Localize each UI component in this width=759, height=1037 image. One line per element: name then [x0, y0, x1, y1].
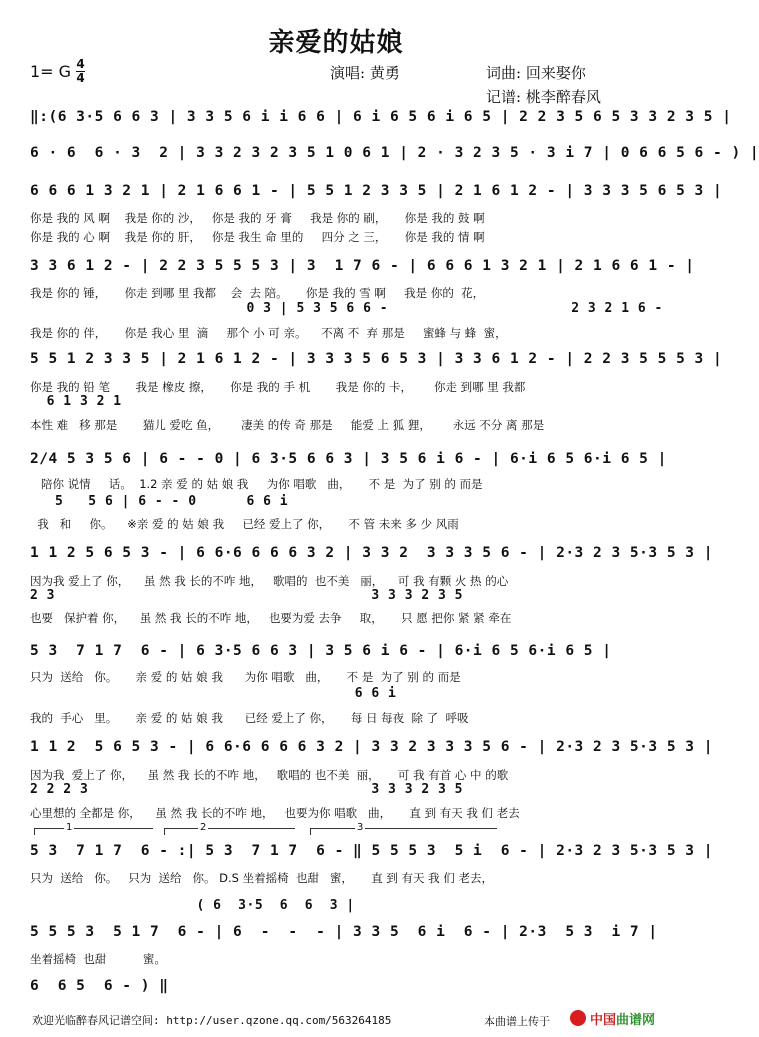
lyric-row: 我 和 你。 ※亲 爱 的 姑 娘 我 已经 爱上了 你， 不 管 未来 多 少 风雨 [30, 517, 459, 531]
time-signature [76, 58, 85, 85]
lyric-row: 因为我 爱上了 你， 虽 然 我 长的不咋 地， 歌唱的 也不美 丽， 可 我 有首 心 中 的歌 [30, 768, 509, 782]
notation-row: ( 6 3·5 6 6 3 | [30, 898, 355, 913]
site-logo[interactable] [570, 1009, 662, 1027]
lyric-row: 我是 你的 锤， 你走 到哪 里 我都 会 去 陪。 你是 我的 雪 啊 我是 你的 花， [30, 286, 485, 300]
lyric-row: 你是 我的 风 啊 我是 你的 沙， 你是 我的 牙 膏 我是 你的 刷， 你是 我的 鼓 啊 [30, 211, 485, 225]
notation-row: 5 5 6 | 6 - - 0 6 6 i [30, 494, 289, 509]
key-signature: 1= G [30, 62, 72, 81]
time-signature-top: 4 [76, 57, 85, 71]
lyric-row: 本性 难 移 那是 猫儿 爱吃 鱼， 凄美 的传 奇 那是 能爱 上 狐 狸， 永远 不分 离 那是 [30, 418, 545, 432]
lyric-row: 也要 保护着 你， 虽 然 我 长的不咋 地， 也要为爱 去争 取， 只 愿 把你 紧 紧 牵在 [30, 611, 512, 625]
notation-row: 6 1 3 2 1 [30, 394, 122, 409]
lyric-row: 你是 我的 心 啊 我是 你的 肝， 你是 我生 命 里的 四分 之 三， 你是 我的 情 啊 [30, 230, 485, 244]
lyric-row: 心里想的 全都是 你， 虽 然 我 长的不咋 地， 也要为你 唱歌 曲， 直 到 有天 我 们 老去 [30, 806, 520, 820]
notation-row: 1 1 2 5 6 5 3 - | 6 6·6 6 6 6 3 2 | 3 3 2 3 3 3 5 6 - | 2·3 2 3 5·3 5 3 | [30, 545, 714, 561]
notation-row: 5 5 5 3 5 1 7 6 - | 6 - - - | 3 3 5 6 i 6 - | 2·3 5 3 i 7 | [30, 924, 658, 940]
singer-credit: 演唱: 黄勇 [330, 64, 400, 82]
lyric-row: 我是 你的 伴， 你是 我心 里 滴 那个 小 可 亲。 不离 不 弃 那是 蜜蜂 与 蜂 蜜， [30, 326, 507, 340]
song-title: 亲爱的姑娘 [268, 28, 404, 58]
notation-row: 0 3 | 5 3 5 6 6 - 2 3 2 1 6 - [30, 301, 663, 316]
volta-number: 3 [357, 822, 364, 833]
notation-row: 5 3 7 1 7 6 - :| 5 3 7 1 7 6 - ‖ 5 5 5 3 5 i 6 - | 2·3 2 3 5·3 5 3 | [30, 843, 714, 859]
logo-text [590, 1009, 655, 1028]
lyric-row: 只为 送给 你。 只为 送给 你。 D.S 坐着摇椅 也甜 蜜， 直 到 有天 我 们 老去， [30, 871, 493, 885]
lyric-row: 我的 手心 里。 亲 爱 的 姑 娘 我 已经 爱上了 你， 每 日 每夜 除 了 呼吸 [30, 711, 469, 725]
logo-icon [570, 1010, 586, 1026]
volta-number: 2 [200, 822, 207, 833]
notation-row: 1 1 2 5 6 5 3 - | 6 6·6 6 6 6 3 2 | 3 3 2 3 3 3 5 6 - | 2·3 2 3 5·3 5 3 | [30, 739, 714, 755]
volta-number: 1 [66, 822, 73, 833]
lyric-row: 因为我 爱上了 你， 虽 然 我 长的不咋 地， 歌唱的 也不美 丽， 可 我 有颗 火 热 的心 [30, 574, 509, 588]
volta-bracket [310, 828, 497, 835]
notation-row: 6 6 5 6 - ) ‖ [30, 978, 169, 994]
time-signature-bottom: 4 [76, 71, 85, 85]
volta-bracket [34, 828, 153, 835]
composer-credit: 词曲: 回来娶你 [486, 64, 586, 82]
volta-bracket [164, 828, 295, 835]
lyric-row: 你是 我的 铅 笔 我是 橡皮 擦， 你是 我的 手 机 我是 你的 卡， 你走 到哪 里 我都 [30, 380, 526, 394]
notation-row: ‖:(6 3·5 6 6 3 | 3 3 5 6 i i 6 6 | 6 i 6 5 6 i 6 5 | 2 2 3 5 6 5 3 3 2 3 5 | [30, 109, 732, 125]
notation-row: 2 3 3 3 3 2 3 5 [30, 588, 463, 603]
notation-row: 6 · 6 6 · 3 2 | 3 3 2 3 2 3 5 1 0 6 1 | 2 · 3 2 3 5 · 3 i 7 | 0 6 6 5 6 - ) | [30, 145, 759, 161]
logo-text-b: 曲谱网 [616, 1013, 656, 1028]
notation-row: 2 2 2 3 3 3 3 2 3 5 [30, 782, 463, 797]
upload-note: 本曲谱上传于 [484, 1015, 550, 1028]
lyric-row: 只为 送给 你。 亲 爱 的 姑 娘 我 为你 唱歌 曲， 不 是 为了 别 的 而是 [30, 670, 461, 684]
notation-row: 2/4 5 3 5 6 | 6 - - 0 | 6 3·5 6 6 3 | 3 5 6 i 6 - | 6·i 6 5 6·i 6 5 | [30, 451, 667, 467]
lyric-row: 陪你 说情 话。 1.2 亲 爱 的 姑 娘 我 为你 唱歌 曲， 不 是 为了 别 的 而是 [30, 477, 483, 491]
notation-row: 5 3 7 1 7 6 - | 6 3·5 6 6 3 | 3 5 6 i 6 - | 6·i 6 5 6·i 6 5 | [30, 643, 612, 659]
notation-row: 3 3 6 1 2 - | 2 2 3 5 5 5 3 | 3 1 7 6 - | 6 6 6 1 3 2 1 | 2 1 6 6 1 - | [30, 258, 695, 274]
logo-text-a: 中国 [590, 1013, 617, 1028]
transcriber-credit: 记谱: 桃李醉春风 [486, 88, 601, 106]
notation-row: 5 5 1 2 3 3 5 | 2 1 6 1 2 - | 3 3 3 5 6 5 3 | 3 3 6 1 2 - | 2 2 3 5 5 5 3 | [30, 351, 723, 367]
notation-row: 6 6 6 1 3 2 1 | 2 1 6 6 1 - | 5 5 1 2 3 3 5 | 2 1 6 1 2 - | 3 3 3 5 6 5 3 | [30, 183, 723, 199]
footer-welcome: 欢迎光临醉春风记谱空间: http://user.qzone.qq.com/563264185 [32, 1014, 392, 1027]
lyric-row: 坐着摇椅 也甜 蜜。 [30, 952, 166, 966]
notation-row: 6 6 i [30, 686, 397, 701]
